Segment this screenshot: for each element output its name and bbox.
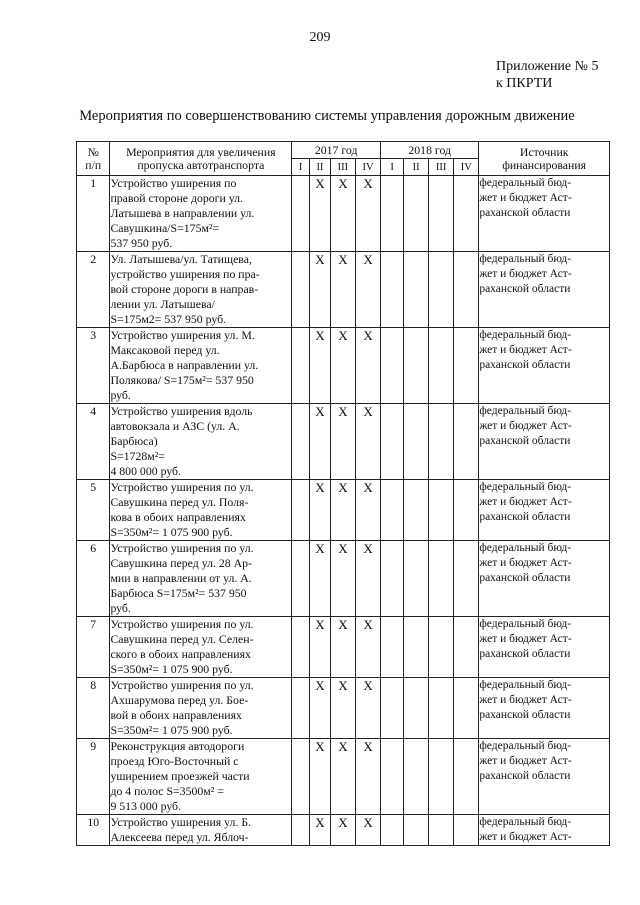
quarter-mark-2017: X <box>330 176 355 252</box>
table-row <box>77 739 610 815</box>
table-row <box>77 328 610 404</box>
description-line: 4 800 000 руб. <box>110 464 182 478</box>
header-source <box>479 142 610 176</box>
quarter-mark-2018 <box>404 541 429 617</box>
funding-source-line: раханской области <box>479 207 571 219</box>
row-number: 8 <box>77 678 110 739</box>
row-number: 10 <box>77 815 110 846</box>
table-row <box>77 541 610 617</box>
quarter-mark-2018 <box>454 541 479 617</box>
quarter-mark-2018 <box>454 739 479 815</box>
funding-source-line: раханской области <box>479 709 571 721</box>
funding-source-line: федеральный бюд- <box>479 740 572 752</box>
description-line: Устройство уширения по ул. <box>110 617 254 631</box>
header-quarter: II <box>310 159 331 176</box>
description-line: вой стороне дороги в направ- <box>110 282 259 296</box>
quarter-mark-2017 <box>292 252 310 328</box>
quarter-mark-2017: X <box>310 328 331 404</box>
row-number: 4 <box>77 404 110 480</box>
description-line: Устройство уширения по ул. <box>110 480 254 494</box>
description-line: правой стороне дороги ул. <box>110 191 243 205</box>
funding-source-line: федеральный бюд- <box>479 542 572 554</box>
header-num-top: № <box>87 144 99 159</box>
quarter-mark-2018 <box>454 404 479 480</box>
quarter-mark-2017: X <box>330 252 355 328</box>
quarter-mark-2018 <box>381 739 404 815</box>
quarter-mark-2017: X <box>330 541 355 617</box>
header-quarter: III <box>429 159 454 176</box>
quarter-mark-2017: X <box>310 252 331 328</box>
funding-source <box>479 328 610 404</box>
quarter-mark-2018 <box>429 617 454 678</box>
header-quarter: II <box>404 159 429 176</box>
row-number: 6 <box>77 541 110 617</box>
funding-source <box>479 739 610 815</box>
quarter-mark-2017 <box>292 617 310 678</box>
quarter-mark-2018 <box>429 176 454 252</box>
quarter-mark-2017 <box>292 176 310 252</box>
quarter-mark-2018 <box>381 176 404 252</box>
funding-source <box>479 541 610 617</box>
measures-table <box>76 141 610 846</box>
quarter-mark-2018 <box>404 252 429 328</box>
description-line: Устройство уширения по ул. <box>110 678 254 692</box>
description-line: S=175м2= 537 950 руб. <box>110 312 227 326</box>
quarter-mark-2017: X <box>355 678 380 739</box>
funding-source-line: раханской области <box>479 435 571 447</box>
measure-description <box>110 404 292 480</box>
quarter-mark-2017: X <box>355 541 380 617</box>
quarter-mark-2018 <box>381 541 404 617</box>
description-line: Ахшарумова перед ул. Бое- <box>110 693 249 707</box>
header-quarter: IV <box>454 159 479 176</box>
quarter-mark-2017 <box>292 815 310 846</box>
quarter-mark-2018 <box>381 480 404 541</box>
funding-source-line: жет и бюджет Аст- <box>479 755 572 767</box>
description-line: Максаковой перед ул. <box>110 343 220 357</box>
measure-description <box>110 252 292 328</box>
funding-source <box>479 617 610 678</box>
quarter-mark-2018 <box>404 404 429 480</box>
quarter-mark-2017: X <box>310 541 331 617</box>
description-line: Савушкина перед ул. Поля- <box>110 495 249 509</box>
funding-source-line: федеральный бюд- <box>479 177 572 189</box>
header-quarter: I <box>381 159 404 176</box>
quarter-mark-2018 <box>404 176 429 252</box>
description-line: Савушкина перед ул. 28 Ар- <box>110 556 252 570</box>
funding-source <box>479 480 610 541</box>
table-body <box>77 176 610 846</box>
quarter-mark-2018 <box>404 815 429 846</box>
description-line: Реконструкция автодороги <box>110 739 245 753</box>
appendix-label <box>496 58 599 92</box>
quarter-mark-2017: X <box>310 617 331 678</box>
funding-source-line: раханской области <box>479 770 571 782</box>
measure-description <box>110 328 292 404</box>
funding-source-line: жет и бюджет Аст- <box>479 694 572 706</box>
quarter-mark-2017: X <box>330 404 355 480</box>
quarter-mark-2017: X <box>330 480 355 541</box>
quarter-mark-2018 <box>429 328 454 404</box>
header-desc-top: Мероприятия для увеличения <box>126 144 276 159</box>
header-description <box>110 142 292 176</box>
measure-description <box>110 739 292 815</box>
appendix-line-2: к ПКРТИ <box>496 76 553 91</box>
quarter-mark-2018 <box>381 617 404 678</box>
funding-source-line: жет и бюджет Аст- <box>479 192 572 204</box>
funding-source-line: жет и бюджет Аст- <box>479 344 572 356</box>
table-row <box>77 176 610 252</box>
quarter-mark-2017: X <box>310 404 331 480</box>
table-row <box>77 252 610 328</box>
funding-source <box>479 404 610 480</box>
funding-source-line: раханской области <box>479 572 571 584</box>
measure-description <box>110 176 292 252</box>
funding-source-line: раханской области <box>479 359 571 371</box>
quarter-mark-2018 <box>429 541 454 617</box>
quarter-mark-2018 <box>381 678 404 739</box>
funding-source-line: раханской области <box>479 283 571 295</box>
description-line: мии в направлении от ул. А. <box>110 571 252 585</box>
quarter-mark-2018 <box>429 252 454 328</box>
description-line: проезд Юго-Восточный с <box>110 754 239 768</box>
funding-source-line: жет и бюджет Аст- <box>479 420 572 432</box>
quarter-mark-2017: X <box>310 815 331 846</box>
quarter-mark-2018 <box>429 815 454 846</box>
funding-source-line: жет и бюджет Аст- <box>479 557 572 569</box>
description-line: Устройство уширения вдоль <box>110 404 253 418</box>
measure-description <box>110 480 292 541</box>
description-line: Латышева в направлении ул. <box>110 206 255 220</box>
quarter-mark-2017: X <box>330 815 355 846</box>
measure-description <box>110 815 292 846</box>
header-num-bottom: п/п <box>85 157 102 172</box>
quarter-mark-2018 <box>429 739 454 815</box>
description-line: Алексеева перед ул. Яблоч- <box>110 830 249 844</box>
funding-source-line: раханской области <box>479 648 571 660</box>
quarter-mark-2017: X <box>355 252 380 328</box>
funding-source-line: федеральный бюд- <box>479 679 572 691</box>
row-number: 9 <box>77 739 110 815</box>
quarter-mark-2017: X <box>355 176 380 252</box>
funding-source <box>479 252 610 328</box>
description-line: Полякова/ S=175м²= 537 950 <box>110 373 254 387</box>
header-source-top: Источник <box>519 144 569 159</box>
quarter-mark-2018 <box>429 480 454 541</box>
quarter-mark-2017 <box>292 678 310 739</box>
table-row <box>77 678 610 739</box>
table-row <box>77 815 610 846</box>
description-line: ского в обоих направлениях <box>110 647 251 661</box>
quarter-mark-2018 <box>404 480 429 541</box>
quarter-mark-2018 <box>381 328 404 404</box>
funding-source-line: федеральный бюд- <box>479 618 572 630</box>
funding-source-line: федеральный бюд- <box>479 405 572 417</box>
quarter-mark-2017: X <box>310 678 331 739</box>
funding-source-line: жет и бюджет Аст- <box>479 831 572 843</box>
table-row <box>77 617 610 678</box>
measure-description <box>110 678 292 739</box>
quarter-mark-2017 <box>292 541 310 617</box>
quarter-mark-2017 <box>292 404 310 480</box>
description-line: вой в обоих направлениях <box>110 708 242 722</box>
quarter-mark-2018 <box>454 678 479 739</box>
funding-source-line: федеральный бюд- <box>479 329 572 341</box>
funding-source <box>479 815 610 846</box>
funding-source-line: федеральный бюд- <box>479 253 572 265</box>
table-row <box>77 480 610 541</box>
description-line: кова в обоих направлениях <box>110 510 246 524</box>
description-line: S=350м²= 1 075 900 руб. <box>110 723 233 737</box>
quarter-mark-2017: X <box>330 617 355 678</box>
quarter-mark-2017 <box>292 328 310 404</box>
appendix-line-1: Приложение № 5 <box>496 59 599 74</box>
quarter-mark-2018 <box>454 815 479 846</box>
description-line: S=350м²= 1 075 900 руб. <box>110 662 233 676</box>
row-number: 3 <box>77 328 110 404</box>
quarter-mark-2017: X <box>355 815 380 846</box>
funding-source <box>479 678 610 739</box>
quarter-mark-2017: X <box>330 678 355 739</box>
description-line: Устройство уширения ул. Б. <box>110 815 252 829</box>
quarter-mark-2017: X <box>330 739 355 815</box>
quarter-mark-2018 <box>429 404 454 480</box>
description-line: Устройство уширения по <box>110 176 237 190</box>
funding-source-line: федеральный бюд- <box>479 481 572 493</box>
description-line: S=1728м²= <box>110 449 165 463</box>
table-row <box>77 404 610 480</box>
description-line: Савушкина перед ул. Селен- <box>110 632 254 646</box>
quarter-mark-2018 <box>454 252 479 328</box>
page-number: 209 <box>309 30 331 45</box>
quarter-mark-2017: X <box>310 480 331 541</box>
description-line: А.Барбюса в направлении ул. <box>110 358 259 372</box>
table-header <box>77 142 610 176</box>
description-line: до 4 полос S=3500м² = <box>110 784 224 798</box>
quarter-mark-2017: X <box>355 480 380 541</box>
funding-source-line: жет и бюджет Аст- <box>479 268 572 280</box>
quarter-mark-2018 <box>404 739 429 815</box>
description-line: автовокзала и АЗС (ул. А. <box>110 419 240 433</box>
header-quarter: I <box>292 159 310 176</box>
quarter-mark-2018 <box>454 480 479 541</box>
funding-source <box>479 176 610 252</box>
row-number: 2 <box>77 252 110 328</box>
quarter-mark-2018 <box>429 678 454 739</box>
description-line: Савушкина/S=175м²= <box>110 221 220 235</box>
quarter-mark-2017 <box>292 480 310 541</box>
quarter-mark-2018 <box>404 678 429 739</box>
header-year-2017: 2017 год <box>292 142 381 159</box>
document-title: Мероприятия по совершенствованию системы управления дорожным движение <box>79 108 575 124</box>
header-quarter: III <box>330 159 355 176</box>
measure-description <box>110 541 292 617</box>
quarter-mark-2017: X <box>310 176 331 252</box>
header-source-bottom: финансирования <box>502 157 587 172</box>
quarter-mark-2017: X <box>355 739 380 815</box>
description-line: уширением проезжей части <box>110 769 250 783</box>
quarter-mark-2018 <box>454 328 479 404</box>
header-num <box>77 142 110 176</box>
quarter-mark-2018 <box>454 176 479 252</box>
header-year-2018: 2018 год <box>381 142 479 159</box>
description-line: Ул. Латышева/ул. Татищева, <box>110 252 252 266</box>
description-line: устройство уширения по пра- <box>110 267 260 281</box>
quarter-mark-2018 <box>381 404 404 480</box>
quarter-mark-2017: X <box>355 328 380 404</box>
quarter-mark-2017: X <box>355 404 380 480</box>
description-line: руб. <box>110 601 131 615</box>
description-line: лении ул. Латышева/ <box>110 297 215 311</box>
quarter-mark-2018 <box>404 328 429 404</box>
quarter-mark-2017: X <box>355 617 380 678</box>
description-line: Устройство уширения ул. М. <box>110 328 255 342</box>
measure-description <box>110 617 292 678</box>
quarter-mark-2017 <box>292 739 310 815</box>
quarter-mark-2017: X <box>330 328 355 404</box>
description-line: 537 950 руб. <box>110 236 173 250</box>
header-quarter: IV <box>355 159 380 176</box>
description-line: 9 513 000 руб. <box>110 799 182 813</box>
row-number: 5 <box>77 480 110 541</box>
quarter-mark-2018 <box>381 252 404 328</box>
header-desc-bottom: пропуска автотранспорта <box>137 157 265 172</box>
description-line: S=350м²= 1 075 900 руб. <box>110 525 233 539</box>
description-line: Устройство уширения по ул. <box>110 541 254 555</box>
description-line: Барбюса S=175м²= 537 950 <box>110 586 247 600</box>
quarter-mark-2018 <box>404 617 429 678</box>
description-line: руб. <box>110 388 131 402</box>
quarter-mark-2017: X <box>310 739 331 815</box>
funding-source-line: жет и бюджет Аст- <box>479 633 572 645</box>
quarter-mark-2018 <box>454 617 479 678</box>
funding-source-line: раханской области <box>479 511 571 523</box>
row-number: 1 <box>77 176 110 252</box>
row-number: 7 <box>77 617 110 678</box>
quarter-mark-2018 <box>381 815 404 846</box>
description-line: Барбюса) <box>110 434 158 448</box>
funding-source-line: жет и бюджет Аст- <box>479 496 572 508</box>
funding-source-line: федеральный бюд- <box>479 816 572 828</box>
